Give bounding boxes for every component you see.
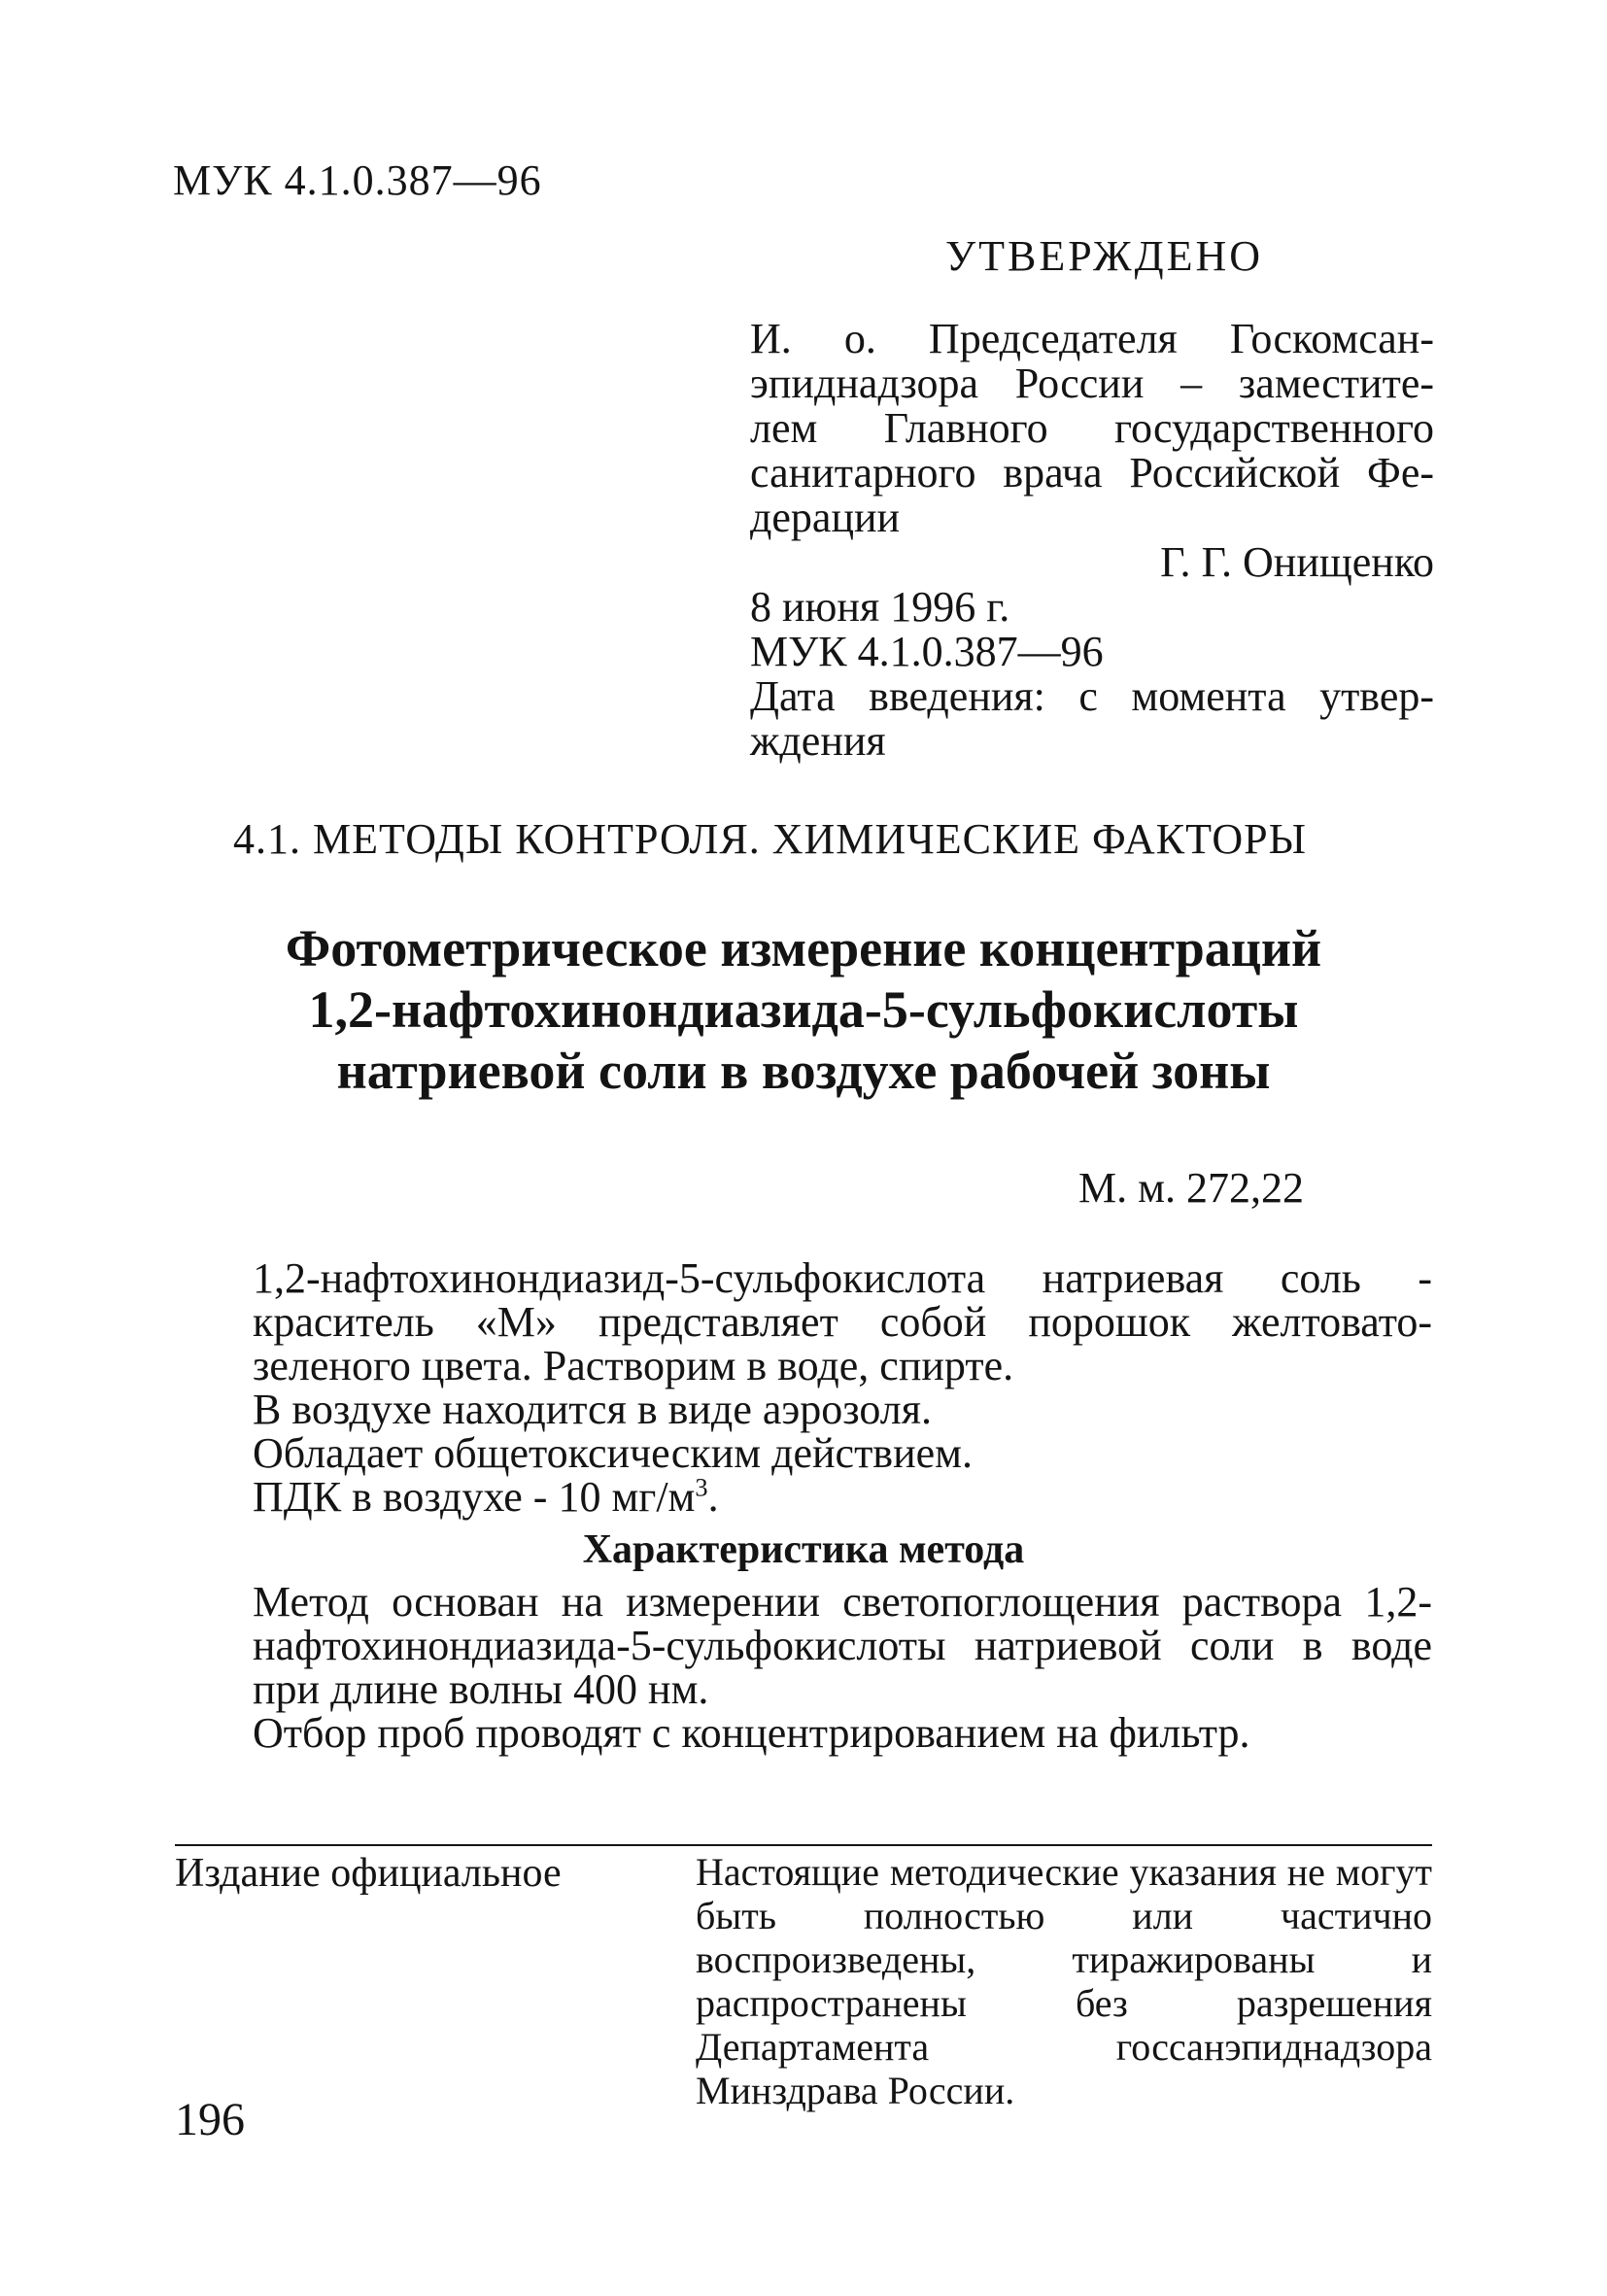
pdk-superscript: 3 [695, 1472, 708, 1502]
pdk-text: ПДК в воздухе - 10 мг/м [253, 1473, 696, 1521]
toxicity-line: Обладает общетоксическим действием. [253, 1429, 973, 1477]
approval-position-line: И. о. Председателя Госкомсан- [750, 315, 1434, 362]
document-code: МУК 4.1.0.387—96 [173, 156, 542, 204]
pdk-line [175, 1472, 1432, 1521]
section-heading: 4.1. МЕТОДЫ КОНТРОЛЯ. ХИМИЧЕСКИЕ ФАКТОРЫ [233, 815, 1308, 863]
approval-position-line: лем Главного государственного [750, 404, 1434, 452]
approval-position-line: санитарного врача Российской Фе- [750, 449, 1434, 497]
body-text [175, 1256, 1432, 1755]
approved-label: УТВЕРЖДЕНО [945, 232, 1264, 280]
approval-position-line: эпиднадзора России – заместите- [750, 360, 1434, 407]
footer-divider [175, 1844, 1432, 1846]
approval-date: 8 июня 1996 г. [750, 583, 1010, 631]
title-line: 1,2-нафтохинондиазида-5-сульфокислоты [308, 980, 1299, 1039]
document-title [175, 918, 1432, 1102]
approval-signer: Г. Г. Онищенко [1160, 538, 1434, 586]
copyright-notice: Настоящие методические указания не могут быть полностью или частично воспроизведены, тиражированы и распространены без разрешения Департамента госсанэпиднадзора Минздрава России. [696, 1850, 1432, 2112]
official-edition-label: Издание официальное [175, 1851, 562, 1896]
aerosol-line: В воздухе находится в виде аэрозоля. [253, 1386, 932, 1433]
approval-position-line: дерации [750, 494, 901, 541]
molecular-weight: М. м. 272,22 [1078, 1164, 1304, 1212]
sampling-paragraph: Отбор проб проводят с концентрированием на фильтр. [253, 1709, 1250, 1757]
approval-block [750, 317, 1434, 764]
description-text: 1,2-нафтохинондиазид-5-сульфокислота натриевая соль - краситель «М» представляет собой порошок желтовато-зеленого цвета. Растворим в воде, спирте. [253, 1254, 1432, 1389]
method-heading: Характеристика метода [582, 1527, 1025, 1572]
description-paragraph [175, 1256, 1432, 1388]
method-paragraph: Метод основан на измерении светопоглощения раствора 1,2-нафтохинондиазида-5-сульфокислоты натриевой соли в воде при длине волны 400 нм. [253, 1578, 1432, 1713]
approval-code: МУК 4.1.0.387—96 [750, 628, 1104, 675]
introduction-date-line: Дата введения: с момента утвер- [750, 672, 1434, 720]
pdk-end: . [707, 1473, 719, 1521]
title-line: Фотометрическое измерение концентраций [285, 919, 1322, 977]
title-line: натриевой соли в воздухе рабочей зоны [336, 1042, 1271, 1100]
introduction-date-line: ждения [750, 717, 886, 765]
page-number: 196 [175, 2094, 245, 2145]
